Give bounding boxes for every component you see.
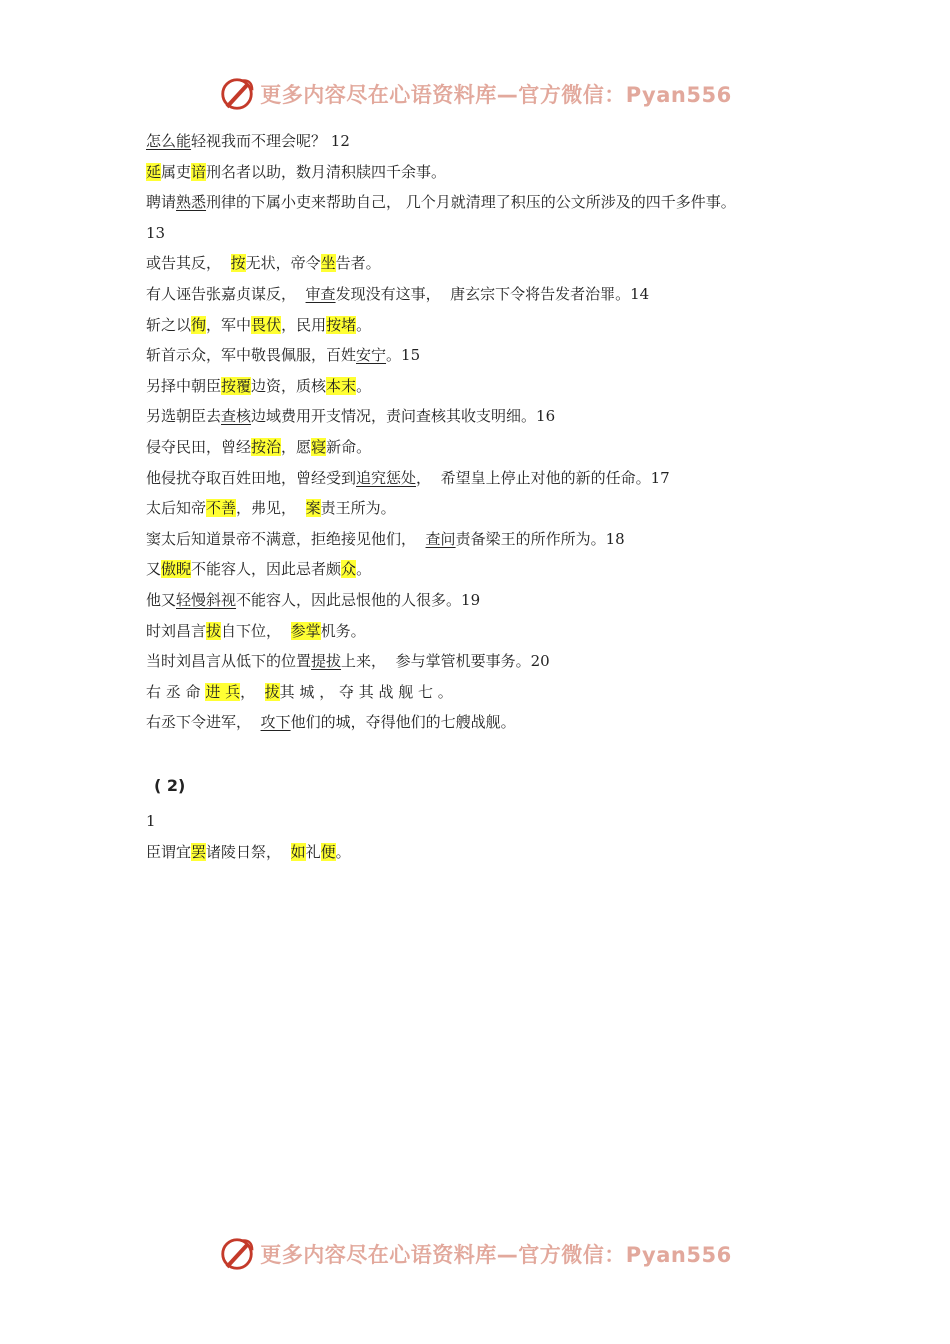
text-line: 有人诬告张嘉贞谋反， 审查发现没有这事， 唐玄宗下令将告发者治罪。14: [146, 284, 650, 303]
text-line: 延属吏谙刑名者以助，数月清积牍四千余事。: [146, 162, 447, 181]
quill-logo-icon: [218, 1235, 256, 1273]
text-line: 聘请熟悉刑律的下属小吏来帮助自己， 几个月就清理了积压的公文所涉及的四千多件事。: [146, 193, 736, 212]
banner-text: 更多内容尽在心语资料库—官方微信：Pyan556: [260, 83, 732, 107]
text-line: 另选朝臣去查核边域费用开支情况，责问查核其收支明细。16: [146, 407, 556, 426]
banner-text: 更多内容尽在心语资料库—官方微信：Pyan556: [260, 1243, 732, 1267]
text-line: 他又轻慢斜视不能容人，因此忌恨他的人很多。19: [146, 590, 481, 609]
header-banner: [0, 74, 950, 114]
text-line: 怎么能轻视我而不理会呢？ 12: [146, 132, 350, 150]
text-line: 13: [146, 223, 166, 242]
text-line: 窦太后知道景帝不满意，拒绝接见他们， 查问责备梁王的所作所为。18: [146, 529, 625, 548]
text-line: 当时刘昌言从低下的位置提拔上来， 参与掌管机要事务。20: [146, 652, 550, 671]
text-line: 另择中朝臣按覆边资，质核本末。: [146, 376, 372, 395]
text-line: 右丞下令进军， 攻下他们的城，夺得他们的七艘战舰。: [146, 713, 516, 732]
text-line: 侵夺民田，曾经按治，愿寝新命。: [146, 437, 372, 456]
text-line: 他侵扰夺取百姓田地，曾经受到追究惩处， 希望皇上停止对他的新的任命。17: [146, 468, 670, 487]
section-heading: ( 2): [154, 775, 186, 795]
document-body: [146, 126, 826, 868]
text-line: 或告其反， 按无状，帝令坐告者。: [146, 254, 381, 273]
footer-banner: [0, 1234, 950, 1274]
text-line: 1: [146, 812, 156, 831]
text-line: 时刘昌言拔自下位， 参掌机务。: [146, 621, 366, 640]
text-line: 又傲睨不能容人，因此忌者颇众。: [146, 560, 372, 579]
text-line: 右 丞 命 进 兵， 拔其 城 ， 夺 其 战 舰 七 。: [146, 682, 453, 701]
text-line: 臣谓宜罢诸陵日祭， 如礼便。: [146, 843, 351, 862]
text-line: 斩首示众，军中敬畏佩服，百姓安宁。15: [146, 346, 421, 365]
text-line: 斩之以徇，军中畏伏，民用按堵。: [146, 315, 372, 334]
text-line: 太后知帝不善，弗见， 案责王所为。: [146, 499, 396, 518]
quill-logo-icon: [218, 75, 256, 113]
